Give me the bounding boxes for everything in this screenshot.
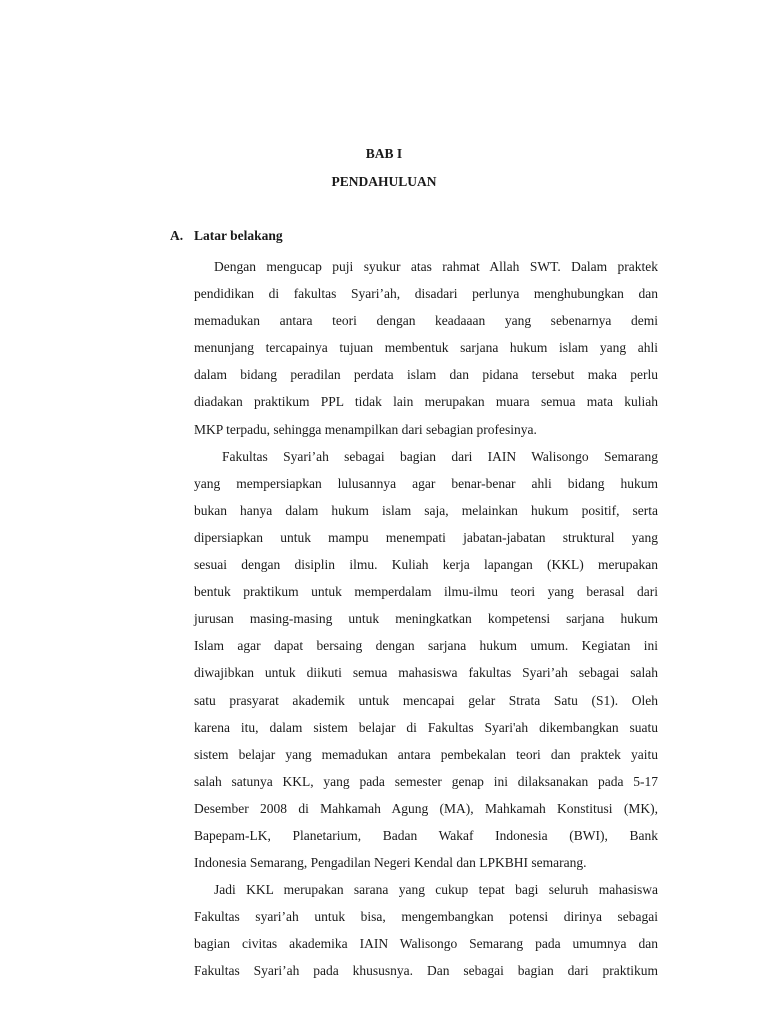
text-line: pendidikan di fakultas Syari’ah, disadari perlunya menghubungkan dan	[194, 286, 658, 302]
text-line: Dengan mengucap puji syukur atas rahmat Allah SWT. Dalam praktek	[214, 259, 658, 274]
text-line: Jadi KKL merupakan sarana yang cukup tepat bagi seluruh mahasiswa	[214, 882, 658, 898]
text-line: satu prasyarat akademik untuk mencapai gelar Strata Satu (S1). Oleh	[194, 692, 658, 708]
body-text	[194, 253, 658, 985]
text-line: Desember 2008 di Mahkamah Agung (MA), Mahkamah Konstitusi (MK),	[194, 800, 658, 816]
text-line: jurusan masing-masing untuk meningkatkan kompetensi sarjana hukum	[194, 611, 658, 627]
text-line: Bapepam-LK, Planetarium, Badan Wakaf Indonesia (BWI), Bank	[194, 827, 658, 843]
text-line: bukan hanya dalam hukum islam saja, melainkan hukum positif, serta	[194, 502, 658, 518]
text-line: dipersiapkan untuk mampu menempati jabatan-jabatan struktural yang	[194, 529, 658, 545]
text-line: bagian civitas akademika IAIN Walisongo Semarang pada umumnya dan	[194, 936, 658, 952]
text-line: Fakultas Syari’ah pada khususnya. Dan sebagai bagian dari praktikum	[194, 963, 658, 979]
section-title: Latar belakang	[194, 228, 283, 243]
text-line: diwajibkan untuk diikuti semua mahasiswa fakultas Syari’ah sebagai salah	[194, 665, 658, 681]
text-line: Indonesia Semarang, Pengadilan Negeri Kendal dan LPKBHI semarang.	[194, 855, 587, 871]
text-line: menunjang tercapainya tujuan membentuk sarjana hukum islam yang ahli	[194, 340, 658, 356]
text-line: Fakultas syari’ah untuk bisa, mengembangkan potensi dirinya sebagai	[194, 909, 658, 925]
text-line: Islam agar dapat bersaing dengan sarjana hukum umum. Kegiatan ini	[194, 638, 658, 654]
chapter-number: BAB I	[365, 146, 403, 161]
text-line: memadukan antara teori dengan keadaaan yang sebenarnya demi	[194, 313, 658, 329]
paragraph-3	[194, 876, 658, 984]
text-line: bentuk praktikum untuk memperdalam ilmu-ilmu teori yang berasal dari	[194, 584, 658, 600]
paragraph-2	[194, 443, 658, 877]
text-line: yang mempersiapkan lulusannya agar benar-benar ahli bidang hukum	[194, 475, 658, 491]
chapter-title: PENDAHULUAN	[331, 174, 437, 189]
text-line: sesuai dengan disiplin ilmu. Kuliah kerja lapangan (KKL) merupakan	[194, 557, 658, 573]
text-line: karena itu, dalam sistem belajar di Fakultas Syari'ah dikembangkan suatu	[194, 719, 658, 735]
section-number: A.	[170, 228, 184, 243]
text-line: dalam bidang peradilan perdata islam dan pidana tersebut maka perlu	[194, 367, 658, 383]
section-heading	[170, 228, 283, 244]
text-line: Fakultas Syari’ah sebagai bagian dari IAIN Walisongo Semarang	[222, 448, 658, 464]
text-line: salah satunya KKL, yang pada semester genap ini dilaksanakan pada 5-17	[194, 773, 658, 789]
paragraph-1	[194, 253, 658, 443]
text-line: diadakan praktikum PPL tidak lain merupakan muara semua mata kuliah	[194, 394, 658, 410]
text-line: MKP terpadu, sehingga menampilkan dari sebagian profesinya.	[194, 421, 537, 437]
text-line: sistem belajar yang memadukan antara pembekalan teori dan praktek yaitu	[194, 746, 658, 762]
